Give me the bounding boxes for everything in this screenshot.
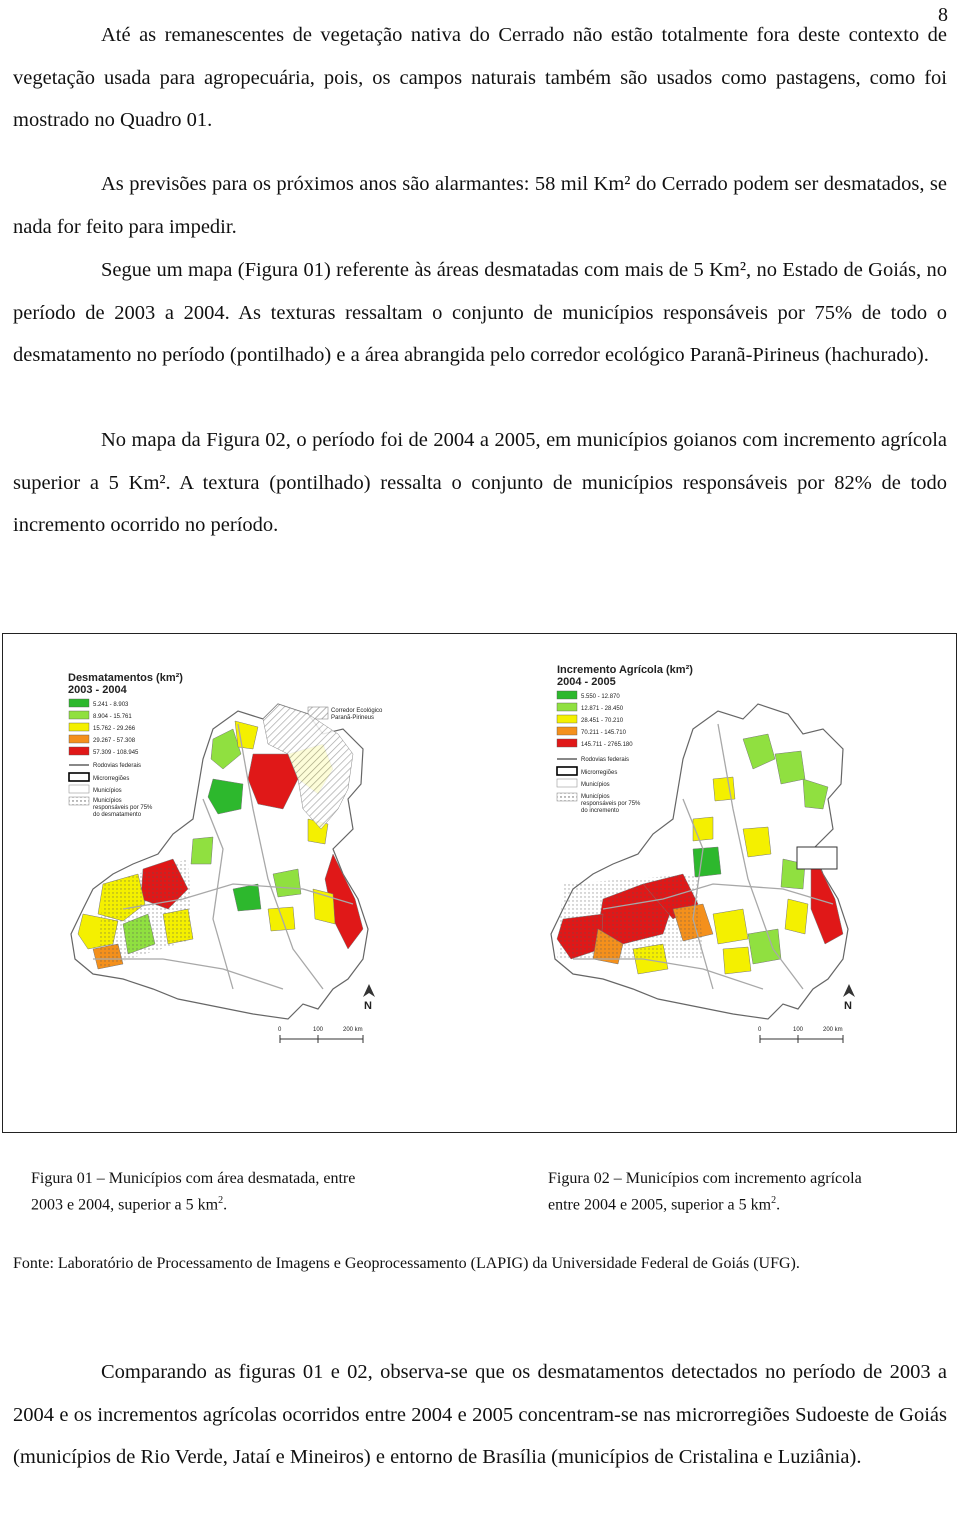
svg-text:Rodovias federais: Rodovias federais — [93, 763, 142, 769]
map1-scale-bar — [278, 1027, 363, 1043]
map2-subtitle: 2004 - 2005 — [557, 676, 616, 688]
figure-panel — [2, 633, 957, 1133]
svg-text:0: 0 — [758, 1027, 762, 1033]
map-agricultural-increment — [543, 659, 883, 1059]
svg-text:do incremento: do incremento — [581, 808, 620, 814]
paragraph-3: Segue um mapa (Figura 01) referente às áreas desmatadas com mais de 5 Km², no Estado de Goiás, no período de 2003 a 2004. As texturas ressaltam o conjunto de municípios responsáveis por 75% de todo o desmatamento no período (pontilhado) e a área abrangida pelo corredor ecológico Paranã-Pirineus (hachurado). — [13, 259, 947, 366]
figure-2-caption: Figura 02 – Municípios com incremento agrícola entre 2004 e 2005, superior a 5 $km^2$. — [548, 1170, 862, 1214]
svg-text:28.451 - 70.210: 28.451 - 70.210 — [581, 718, 624, 724]
map2-highlight-box — [797, 847, 837, 869]
svg-text:200 km: 200 km — [343, 1027, 363, 1033]
svg-text:do desmatamento: do desmatamento — [93, 812, 142, 818]
paragraph-1: Até as remanescentes de vegetação nativa do Cerrado não estão totalmente fora deste contexto de vegetação usada para agropecuária, pois, os campos naturais também são usados como pastagens, como foi mostrado no Quadro 01. — [13, 24, 947, 131]
map-deforestation — [63, 659, 403, 1059]
svg-text:responsáveis por 75%: responsáveis por 75% — [93, 805, 153, 811]
svg-text:Municípios: Municípios — [93, 798, 122, 804]
svg-text:29.267 - 57.308: 29.267 - 57.308 — [93, 738, 136, 744]
svg-text:12.871 - 28.450: 12.871 - 28.450 — [581, 706, 624, 712]
svg-text:Microrregiões: Microrregiões — [581, 770, 618, 776]
paragraph-2: As previsões para os próximos anos são alarmantes: 58 mil Km² do Cerrado podem ser desmatados, se nada for feito para impedir. — [13, 173, 947, 238]
map1-title: Desmatamentos (km²) — [68, 672, 183, 684]
svg-text:200 km: 200 km — [823, 1027, 843, 1033]
figure-1-caption: Figura 01 – Municípios com área desmatada, entre 2003 e 2004, superior a 5 $km^2$. — [31, 1170, 356, 1214]
svg-text:Corredor Ecológico: Corredor Ecológico — [331, 708, 383, 714]
svg-text:responsáveis por 75%: responsáveis por 75% — [581, 801, 641, 807]
svg-text:5.241 - 8.903: 5.241 - 8.903 — [93, 702, 129, 708]
svg-text:5.550 - 12.870: 5.550 - 12.870 — [581, 694, 620, 700]
svg-text:N: N — [844, 1000, 852, 1012]
svg-text:15.762 - 29.266: 15.762 - 29.266 — [93, 726, 136, 732]
map2-scale-bar — [758, 1027, 843, 1043]
svg-text:Municípios: Municípios — [581, 782, 610, 788]
page-number: 8 — [938, 4, 948, 26]
svg-text:N: N — [364, 1000, 372, 1012]
map2-north-arrow — [843, 984, 855, 1012]
figure-source: Fonte: Laboratório de Processamento de Imagens e Geoprocessamento (LAPIG) da Universidade Federal de Goiás (UFG). — [13, 1255, 800, 1272]
map2-dotted-overlay — [557, 874, 703, 959]
svg-text:0: 0 — [278, 1027, 282, 1033]
svg-text:Municípios: Municípios — [581, 794, 610, 800]
svg-text:Paranã-Pirineus: Paranã-Pirineus — [331, 715, 375, 721]
svg-text:57.309 - 108.945: 57.309 - 108.945 — [93, 750, 139, 756]
svg-text:100: 100 — [313, 1027, 324, 1033]
svg-text:70.211 - 145.710: 70.211 - 145.710 — [581, 730, 626, 736]
map2-legend — [557, 691, 641, 814]
paragraph-4: No mapa da Figura 02, o período foi de 2004 a 2005, em municípios goianos com incremento agrícola superior a 5 Km². A textura (pontilhado) ressalta o conjunto de municípios responsáveis por 82% de todo incremento ocorrido no período. — [13, 429, 947, 536]
paragraph-5: Comparando as figuras 01 e 02, observa-se que os desmatamentos detectados no período de 2003 a 2004 e os incrementos agrícolas ocorridos entre 2004 e 2005 concentram-se nas microrregiões Sudoeste de Goiás (municípios de Rio Verde, Jataí e Mineiros) e entorno de Brasília (municípios de Cristalina e Luziânia). — [13, 1361, 947, 1468]
svg-text:8.904 - 15.761: 8.904 - 15.761 — [93, 714, 132, 720]
svg-text:100: 100 — [793, 1027, 804, 1033]
svg-text:Rodovias federais: Rodovias federais — [581, 757, 630, 763]
map2-title: Incremento Agrícola (km²) — [557, 664, 693, 676]
svg-text:145.711 - 2765.180: 145.711 - 2765.180 — [581, 742, 633, 748]
svg-text:Microrregiões: Microrregiões — [93, 776, 130, 782]
map1-north-arrow — [363, 984, 375, 1012]
map1-subtitle: 2003 - 2004 — [68, 684, 127, 696]
svg-text:Municípios: Municípios — [93, 788, 122, 794]
